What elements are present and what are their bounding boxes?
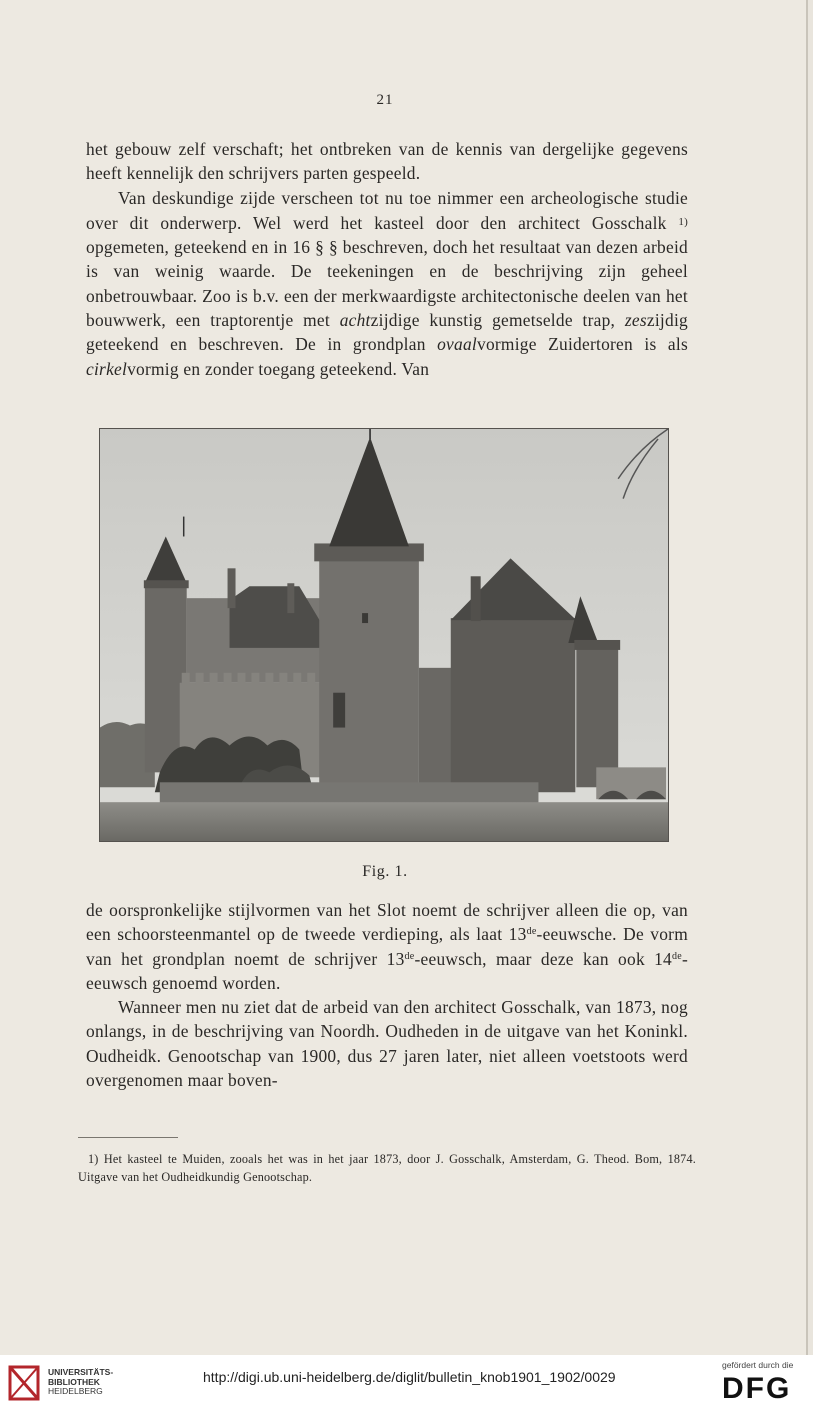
paragraph: het gebouw zelf verschaft; het ontbreken van de kennis van dergelijke gegevens heeft kennelijk den schrijvers parten gespeeld.	[86, 139, 688, 184]
castle-photograph	[99, 428, 669, 842]
page-number: 21	[376, 92, 394, 108]
footnote: 1) Het kasteel te Muiden, zooals het was in het jaar 1873, door J. Gosschalk, Amsterdam, G. Theod. Bom, 1874. Uitgave van het Oudheidkundig Genootschap.	[78, 1152, 696, 1184]
emphasis: cirkel	[86, 358, 128, 379]
paragraph: de oorspronkelijke stijlvormen van het Slot noemt de schrijver alleen die op, van een schoorsteenmantel op de tweede verdieping, als laat 13de-eeuwsche. De vorm van het grondplan noemt de schrijver 13de-eeuwsch, maar deze kan ook 14de-eeuwsch genoemd worden.	[86, 900, 688, 993]
footnote-divider	[78, 1137, 178, 1138]
emphasis: zes	[624, 310, 647, 331]
paragraph: Van deskundige zijde verscheen tot nu toe nimmer een archeologische studie over dit onderwerp. Wel werd het kasteel door den architect Gosschalk $^{1)}$ opgemeten, geteekend en in 16 § § beschreven, doch het resultaat van dezen arbeid is van weinig waarde. De teekeningen en de beschrijving zijn geheel onbetrouwbaar. Zoo is b.v. een der merkwaardigste architectonische deelen van het bouwwerk, een traptorentje met achtzijdige kunstig gemetselde trap, zeszijdig geteekend en beschreven. De in grondplan ovaalvormige Zuidertoren is als cirkelvormig en zonder toegang geteekend. Van	[86, 187, 688, 379]
library-name: UNIVERSITÄTS- BIBLIOTHEK HEIDELBERG	[48, 1367, 114, 1396]
emphasis: ovaal	[437, 334, 477, 355]
text-block-top	[86, 137, 688, 381]
funding-note: gefördert durch die	[722, 1360, 794, 1370]
digitization-footer	[0, 1355, 813, 1413]
emphasis: acht	[339, 310, 371, 331]
paragraph: Wanneer men nu ziet dat de arbeid van den architect Gosschalk, van 1873, nog onlangs, in de beschrijving van Noordh. Oudheden in de uitgave van het Koninkl. Oudheidk. Genootschap van 1900, dus 27 jaren later, niet alleen voetstoots werd overgenomen maar boven-	[86, 997, 688, 1091]
ub-heidelberg-logo-icon[interactable]	[8, 1363, 40, 1403]
text-block-bottom	[86, 898, 688, 1092]
castle-illustration	[100, 429, 668, 841]
figure-caption: Fig. 1.	[362, 863, 408, 880]
permalink-url[interactable]: http://digi.ub.uni-heidelberg.de/diglit/bulletin_knob1901_1902/0029	[203, 1369, 616, 1385]
footnote-reference[interactable]: 1)	[678, 215, 688, 228]
dfg-logo[interactable]: DFG	[722, 1372, 792, 1405]
